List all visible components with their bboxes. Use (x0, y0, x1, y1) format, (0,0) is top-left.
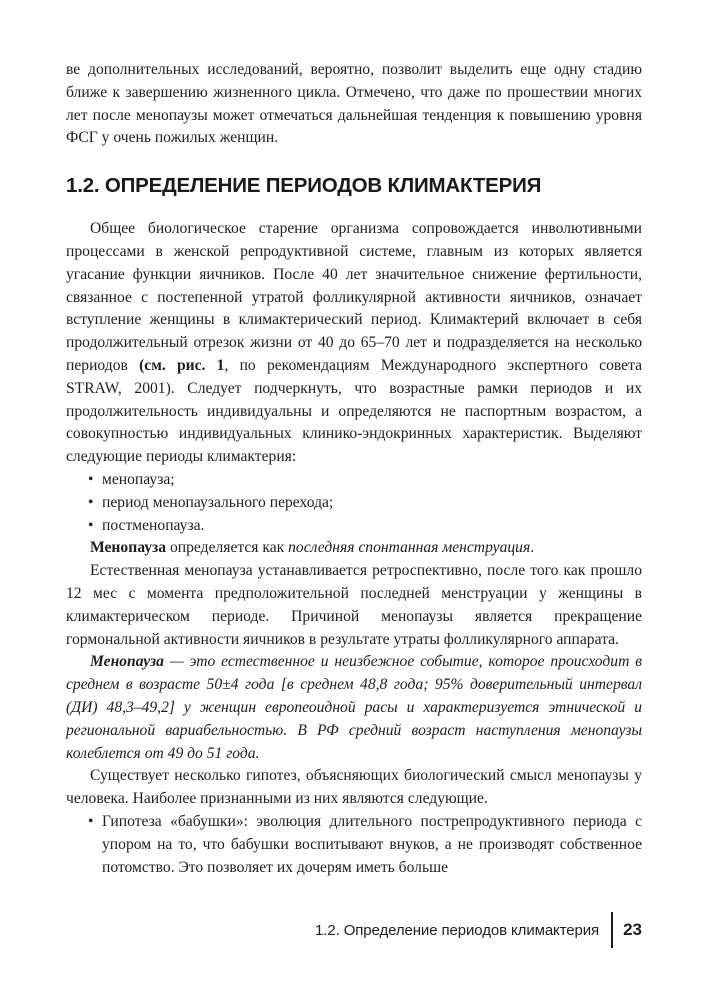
hypotheses-paragraph: Существует несколько гипотез, объясняющих биологический смысл менопаузы у человека. Наиболее признанными из них являются следующие. (66, 767, 642, 808)
natural-menopause-paragraph: Естественная менопауза устанавливается ретроспективно, после того как прошло 12 мес с момента предположительной последней менструации у женщины в климактерическом периоде. Причиной менопаузы является прекращение гормональной активности яичников в результате утраты фолликулярного аппарата. (66, 562, 642, 648)
figure-reference[interactable]: (см. рис. 1 (139, 356, 225, 374)
page-number: 23 (623, 920, 642, 939)
climacteric-text-a: Общее биологическое старение организма сопровождается инволютивными процессами в женской репродуктивной системе, главным из которых является угасание функции яичников. После 40 лет значительное снижение фертильности, связанное с постепенной утратой фолликулярной активности яичников, означает вступление женщины в климактерический период. Климактерий включает в себя продолжительный отрезок жизни от 40 до 65–70 лет и подразделяется на несколько периодов (66, 220, 642, 374)
quote-text: — это естественное и неизбежное событие, которое происходит в среднем в возрасте 50±4 года [в среднем 48,8 года; 95% доверительный интервал (ДИ) 48,3–49,2] у женщин европеоидной расы и характеризуется этнической и региональной вариабельностью. В РФ средний возраст наступления менопаузы колеблется от 49 до 51 года. (66, 653, 642, 762)
list-item: • менопауза; (66, 469, 642, 492)
hypotheses-list (66, 811, 642, 879)
page-body (66, 59, 642, 879)
list-item: • период менопаузального перехода; (66, 492, 642, 515)
running-title: 1.2. Определение периодов климактерия (315, 921, 600, 939)
definition-term: Менопауза (90, 539, 167, 557)
page-footer (315, 913, 642, 947)
definition-end: . (530, 539, 535, 557)
definition-mid: определяется как (166, 539, 289, 557)
list-item: • постменопауза. (66, 515, 642, 538)
definition-italic: последняя спонтанная менструация (288, 539, 531, 557)
menopause-quote (66, 651, 642, 765)
list-item: • Гипотеза «бабушки»: эволюция длительного пострепродуктивного периода с упором на то, что бабушки воспитывают внуков, а не производят собственное потомство. Это позволяет их дочерям иметь больше (66, 811, 642, 879)
footer-divider (611, 912, 613, 948)
section-heading: 1.2. ОПРЕДЕЛЕНИЕ ПЕРИОДОВ КЛИМАКТЕРИЯ (66, 174, 542, 198)
periods-list (66, 469, 642, 537)
intro-paragraph: ве дополнительных исследований, вероятно, позволит выделить еще одну стадию ближе к завершению жизненного цикла. Отмечено, что даже по прошествии многих лет после менопаузы может отмечаться дальнейшая тенденция к повышению уровня ФСГ у очень пожилых женщин. (66, 61, 642, 147)
climacteric-paragraph (66, 218, 642, 469)
quote-term: Менопауза (90, 653, 164, 671)
climacteric-text-b: , по рекомендациям Международного экспертного совета STRAW, 2001). Следует подчеркнуть, что возрастные рамки периодов и их продолжительность индивидуальны и определяются не паспортным возрастом, а совокупностью индивидуальных клинико-эндокринных характеристик. Выделяют следующие периоды климактерия: (66, 356, 642, 466)
menopause-definition (66, 537, 642, 560)
